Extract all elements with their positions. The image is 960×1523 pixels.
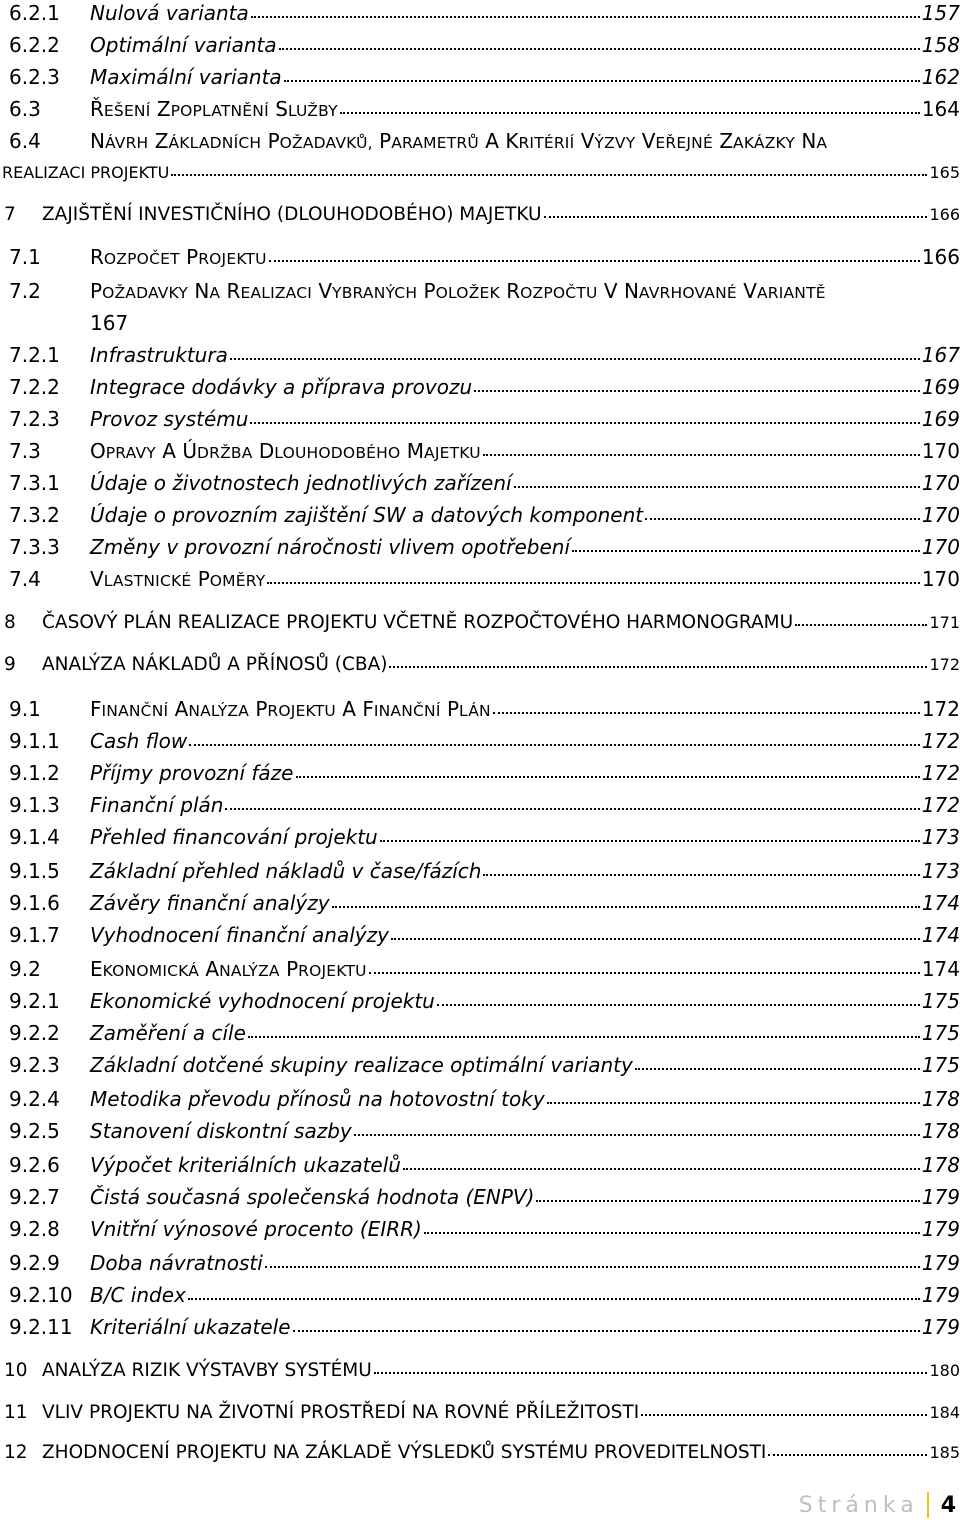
toc-entry[interactable] — [0, 1020, 960, 1048]
toc-entry-title: VLIV PROJEKTU NA ŽIVOTNÍ PROSTŘEDÍ NA ROVNÉ PŘÍLEŽITOSTI — [42, 1402, 640, 1423]
toc-entry-page: 175 — [921, 1053, 960, 1077]
toc-leader-dots — [437, 990, 920, 1008]
toc-entry-page: 170 — [921, 535, 960, 559]
toc-entry-title: ŘEŠENÍ ZPOPLATNĚNÍ SLUŽBY — [90, 97, 338, 121]
toc-entry-title: Vnitřní výnosové procento (EIRR) — [90, 1217, 422, 1241]
toc-entry-number: 11 — [4, 1402, 28, 1423]
toc-leader-dots — [251, 2, 920, 20]
toc-entry[interactable] — [0, 0, 960, 28]
toc-entry-page: 179 — [921, 1185, 960, 1209]
toc-entry[interactable] — [0, 202, 960, 230]
toc-entry[interactable] — [0, 1440, 960, 1468]
toc-leader-dots — [380, 826, 920, 844]
toc-entry-number: 7.2.3 — [9, 407, 60, 431]
toc-entry-number: 8 — [4, 612, 16, 633]
toc-leader-dots — [474, 376, 920, 394]
toc-entry[interactable] — [0, 502, 960, 530]
toc-entry[interactable] — [0, 610, 960, 638]
toc-entry-title: Výpočet kriteriálních ukazatelů — [90, 1153, 401, 1177]
toc-entry-number: 9.2.1 — [9, 989, 60, 1013]
toc-entry-page: 167 — [921, 343, 960, 367]
toc-leader-dots — [296, 762, 920, 780]
toc-entry-title: Provoz systému — [90, 407, 249, 431]
toc-entry-page: 184 — [929, 1403, 960, 1422]
toc-entry[interactable] — [0, 652, 960, 680]
toc-entry-title: ZAJIŠTĚNÍ INVESTIČNÍHO (DLOUHODOBÉHO) MAJETKU — [42, 204, 542, 225]
toc-entry-number: 9.1.5 — [9, 859, 60, 883]
toc-entry-page: 174 — [921, 923, 960, 947]
toc-entry-page: 172 — [921, 729, 960, 753]
toc-entry-title: B/C index — [90, 1283, 186, 1307]
toc-entry-number: 6.2.3 — [9, 65, 60, 89]
toc-leader-dots — [250, 408, 919, 426]
toc-entry-number: 7.4 — [9, 567, 41, 591]
toc-leader-dots — [536, 1186, 919, 1204]
toc-entry-title: ROZPOČET PROJEKTU — [90, 245, 267, 269]
toc-entry[interactable] — [0, 988, 960, 1016]
toc-entry-page: 172 — [921, 793, 960, 817]
toc-entry[interactable] — [0, 342, 960, 370]
toc-entry[interactable] — [0, 374, 960, 402]
toc-entry-page: 173 — [921, 825, 960, 849]
toc-entry[interactable] — [0, 1314, 960, 1342]
toc-leader-dots — [267, 568, 919, 586]
toc-leader-dots — [795, 610, 927, 628]
toc-entry-title: Nulová varianta — [90, 1, 249, 25]
toc-entry-number: 7.3 — [9, 439, 41, 463]
toc-entry-number: 7 — [4, 204, 16, 225]
toc-entry-number: 9.2 — [9, 957, 41, 981]
toc-entry[interactable] — [0, 244, 960, 272]
toc-entry[interactable] — [0, 792, 960, 820]
toc-entry-page: 166 — [929, 205, 960, 224]
toc-leader-dots — [374, 1358, 928, 1376]
toc-entry-title: ANALÝZA NÁKLADŮ A PŘÍNOSŮ (CBA) — [42, 654, 388, 675]
toc-entry-number: 7.2.1 — [9, 343, 60, 367]
toc-entry-title: Doba návratnosti — [90, 1251, 263, 1275]
page-footer — [799, 1492, 956, 1518]
toc-entry-page: 175 — [921, 1021, 960, 1045]
toc-leader-dots — [279, 34, 920, 52]
toc-entry[interactable] — [0, 1358, 960, 1386]
toc-entry-number: 6.2.2 — [9, 33, 60, 57]
toc-entry-number: 6.3 — [9, 97, 41, 121]
toc-entry-page: 172 — [921, 697, 960, 721]
toc-entry-page: 162 — [921, 65, 960, 89]
toc-leader-dots — [284, 66, 920, 84]
toc-leader-dots — [269, 246, 920, 264]
toc-entry-number: 7.3.1 — [9, 471, 60, 495]
toc-entry-number: 9.2.11 — [9, 1315, 73, 1339]
toc-entry-title: VLASTNICKÉ POMĚRY — [90, 567, 266, 591]
toc-entry[interactable] — [0, 956, 960, 984]
toc-entry-number: 9.2.2 — [9, 1021, 60, 1045]
toc-entry-title: NÁVRH ZÁKLADNÍCH POŽADAVKŮ, PARAMETRŮ A KRITÉRIÍ VÝZVY VEŘEJNÉ ZAKÁZKY NA — [90, 129, 828, 153]
toc-entry-title: FINANČNÍ ANALÝZA PROJEKTU A FINANČNÍ PLÁN — [90, 697, 491, 721]
toc-entry[interactable] — [0, 728, 960, 756]
toc-entry[interactable] — [0, 922, 960, 950]
toc-leader-dots — [340, 98, 920, 116]
toc-entry-number: 9.2.5 — [9, 1119, 60, 1143]
toc-entry[interactable] — [0, 1282, 960, 1310]
toc-entry-title: OPRAVY A ÚDRŽBA DLOUHODOBÉHO MAJETKU — [90, 439, 481, 463]
toc-entry[interactable] — [0, 566, 960, 594]
toc-entry-title: Změny v provozní náročnosti vlivem opotřebení — [90, 535, 571, 559]
toc-leader-dots — [293, 1316, 920, 1334]
toc-entry[interactable] — [0, 160, 960, 188]
toc-entry-title: 167 — [90, 311, 129, 335]
toc-entry-number: 7.3.2 — [9, 503, 60, 527]
toc-entry-title: Ekonomické vyhodnocení projektu — [90, 989, 435, 1013]
toc-leader-dots — [389, 652, 927, 670]
toc-entry-title: Infrastruktura — [90, 343, 228, 367]
toc-entry-number: 6.4 — [9, 129, 41, 153]
toc-entry-number: 9.2.8 — [9, 1217, 60, 1241]
toc-entry-number: 7.1 — [9, 245, 41, 269]
toc-entry-title: Čistá současná společenská hodnota (ENPV) — [90, 1185, 535, 1209]
toc-entry-number: 9.2.4 — [9, 1087, 60, 1111]
toc-leader-dots — [483, 860, 919, 878]
toc-leader-dots — [483, 440, 920, 458]
toc-leader-dots — [265, 1252, 920, 1270]
toc-leader-dots — [230, 344, 920, 362]
toc-leader-dots — [189, 730, 920, 748]
toc-leader-dots — [493, 698, 920, 716]
toc-entry-number: 9.1 — [9, 697, 41, 721]
toc-entry-title: Závěry finanční analýzy — [90, 891, 330, 915]
toc-entry-title: POŽADAVKY NA REALIZACI VYBRANÝCH POLOŽEK ROZPOČTU V NAVRHOVANÉ VARIANTĚ — [90, 279, 826, 303]
toc-entry-number: 9.2.10 — [9, 1283, 73, 1307]
toc-entry-page: 179 — [921, 1251, 960, 1275]
toc-entry-page: 157 — [921, 1, 960, 25]
toc-entry-number: 6.2.1 — [9, 1, 60, 25]
toc-entry[interactable] — [0, 858, 960, 886]
toc-entry-page: 174 — [921, 891, 960, 915]
toc-entry[interactable] — [0, 1086, 960, 1114]
toc-entry-title: Integrace dodávky a příprava provozu — [90, 375, 473, 399]
toc-entry[interactable] — [0, 128, 960, 156]
toc-entry[interactable] — [0, 1052, 960, 1080]
toc-leader-dots — [225, 794, 919, 812]
toc-entry-page: 169 — [921, 407, 960, 431]
toc-entry-number: 12 — [4, 1442, 28, 1463]
toc-entry-page: 170 — [921, 503, 960, 527]
toc-leader-dots — [572, 536, 920, 554]
toc-entry-page: 174 — [921, 957, 960, 981]
toc-entry-page: 158 — [921, 33, 960, 57]
toc-entry-title: Zaměření a cíle — [90, 1021, 246, 1045]
toc-entry-number: 9.1.4 — [9, 825, 60, 849]
toc-entry-title: Metodika převodu přínosů na hotovostní toky — [90, 1087, 545, 1111]
toc-entry-number: 9.2.6 — [9, 1153, 60, 1177]
toc-entry-title: Údaje o životnostech jednotlivých zařízení — [90, 471, 512, 495]
toc-entry[interactable] — [0, 534, 960, 562]
toc-leader-dots — [188, 1284, 920, 1302]
toc-entry-title: ZHODNOCENÍ PROJEKTU NA ZÁKLADĚ VÝSLEDKŮ SYSTÉMU PROVEDITELNOSTI — [42, 1442, 767, 1463]
toc-entry-page: 169 — [921, 375, 960, 399]
toc-entry-page: 179 — [921, 1283, 960, 1307]
toc-entry-number: 7.2.2 — [9, 375, 60, 399]
toc-entry-title: Kriteriální ukazatele — [90, 1315, 291, 1339]
toc-entry-page: 175 — [921, 989, 960, 1013]
toc-entry-page: 164 — [921, 97, 960, 121]
toc-entry-title: REALIZACI PROJEKTU — [2, 163, 170, 182]
toc-entry-title: Optimální varianta — [90, 33, 277, 57]
toc-entry[interactable] — [0, 278, 960, 306]
toc-entry[interactable] — [0, 1250, 960, 1278]
toc-entry-title: Cash flow — [90, 729, 188, 753]
toc-entry[interactable] — [0, 64, 960, 92]
toc-leader-dots — [369, 958, 920, 976]
toc-entry-number: 9 — [4, 654, 16, 675]
toc-leader-dots — [635, 1054, 920, 1072]
toc-entry[interactable] — [0, 96, 960, 124]
toc-entry-page: 178 — [921, 1087, 960, 1111]
toc-entry-title: Finanční plán — [90, 793, 224, 817]
toc-entry-number: 9.1.7 — [9, 923, 60, 947]
toc-entry-number: 7.2 — [9, 279, 41, 303]
toc-leader-dots — [645, 504, 920, 522]
toc-entry-page: 166 — [921, 245, 960, 269]
toc-entry[interactable] — [0, 760, 960, 788]
toc-entry[interactable] — [0, 890, 960, 918]
toc-entry-page: 171 — [929, 613, 960, 632]
toc-entry[interactable] — [0, 1152, 960, 1180]
toc-entry-number: 9.1.3 — [9, 793, 60, 817]
toc-entry-page: 179 — [921, 1315, 960, 1339]
toc-entry-page: 170 — [921, 439, 960, 463]
toc-entry-number: 9.1.1 — [9, 729, 60, 753]
footer-page-number: 4 — [940, 1492, 956, 1518]
toc-entry[interactable] — [0, 438, 960, 466]
toc-entry-title: Stanovení diskontní sazby — [90, 1119, 352, 1143]
toc-entry-number: 7.3.3 — [9, 535, 60, 559]
toc-leader-dots — [544, 202, 928, 220]
toc-leader-dots — [171, 160, 927, 178]
toc-entry-number: 9.1.6 — [9, 891, 60, 915]
toc-leader-dots — [248, 1022, 920, 1040]
toc-leader-dots — [354, 1120, 920, 1138]
toc-leader-dots — [641, 1400, 927, 1418]
toc-entry-page: 165 — [929, 163, 960, 182]
toc-entry-title: Základní dotčené skupiny realizace optimální varianty — [90, 1053, 633, 1077]
toc-entry[interactable] — [0, 1216, 960, 1244]
toc-entry-title: Přehled financování projektu — [90, 825, 378, 849]
toc-entry-title: Údaje o provozním zajištění SW a datových komponent — [90, 503, 644, 527]
toc-entry-page: 172 — [929, 655, 960, 674]
toc-leader-dots — [391, 924, 920, 942]
toc-entry-page: 185 — [929, 1443, 960, 1462]
toc-entry[interactable] — [0, 1118, 960, 1146]
toc-leader-dots — [547, 1088, 920, 1106]
toc-entry-page: 180 — [929, 1361, 960, 1380]
toc-entry-number: 9.2.3 — [9, 1053, 60, 1077]
toc-entry-number: 9.2.9 — [9, 1251, 60, 1275]
toc-entry[interactable] — [0, 824, 960, 852]
toc-entry-title: ČASOVÝ PLÁN REALIZACE PROJEKTU VČETNĚ ROZPOČTOVÉHO HARMONOGRAMU — [42, 612, 794, 633]
toc-entry[interactable] — [0, 696, 960, 724]
toc-leader-dots — [768, 1440, 927, 1458]
toc-entry[interactable] — [0, 310, 960, 338]
toc-entry-number: 9.2.7 — [9, 1185, 60, 1209]
toc-entry[interactable] — [0, 470, 960, 498]
toc-leader-dots — [514, 472, 920, 490]
footer-separator — [927, 1492, 929, 1518]
toc-entry-page: 178 — [921, 1119, 960, 1143]
toc-entry-number: 9.1.2 — [9, 761, 60, 785]
toc-entry-title: EKONOMICKÁ ANALÝZA PROJEKTU — [90, 957, 367, 981]
toc-entry[interactable] — [0, 1400, 960, 1428]
toc-entry-title: Maximální varianta — [90, 65, 282, 89]
footer-label: Stránka — [798, 1492, 919, 1518]
toc-entry[interactable] — [0, 1184, 960, 1212]
toc-leader-dots — [332, 892, 920, 910]
toc-entry-page: 172 — [921, 761, 960, 785]
toc-entry[interactable] — [0, 406, 960, 434]
toc-entry-title: Základní přehled nákladů v čase/fázích — [90, 859, 482, 883]
toc-entry-title: Vyhodnocení finanční analýzy — [90, 923, 389, 947]
toc-entry-title: Příjmy provozní fáze — [90, 761, 294, 785]
toc-entry-page: 170 — [921, 567, 960, 591]
toc-entry-page: 170 — [921, 471, 960, 495]
toc-entry-number: 10 — [4, 1360, 28, 1381]
toc-entry-title: ANALÝZA RIZIK VÝSTAVBY SYSTÉMU — [42, 1360, 372, 1381]
toc-entry-page: 179 — [921, 1217, 960, 1241]
toc-entry[interactable] — [0, 32, 960, 60]
toc-entry-page: 178 — [921, 1153, 960, 1177]
toc-entry-page: 173 — [921, 859, 960, 883]
toc-leader-dots — [424, 1218, 920, 1236]
toc-leader-dots — [403, 1154, 920, 1172]
